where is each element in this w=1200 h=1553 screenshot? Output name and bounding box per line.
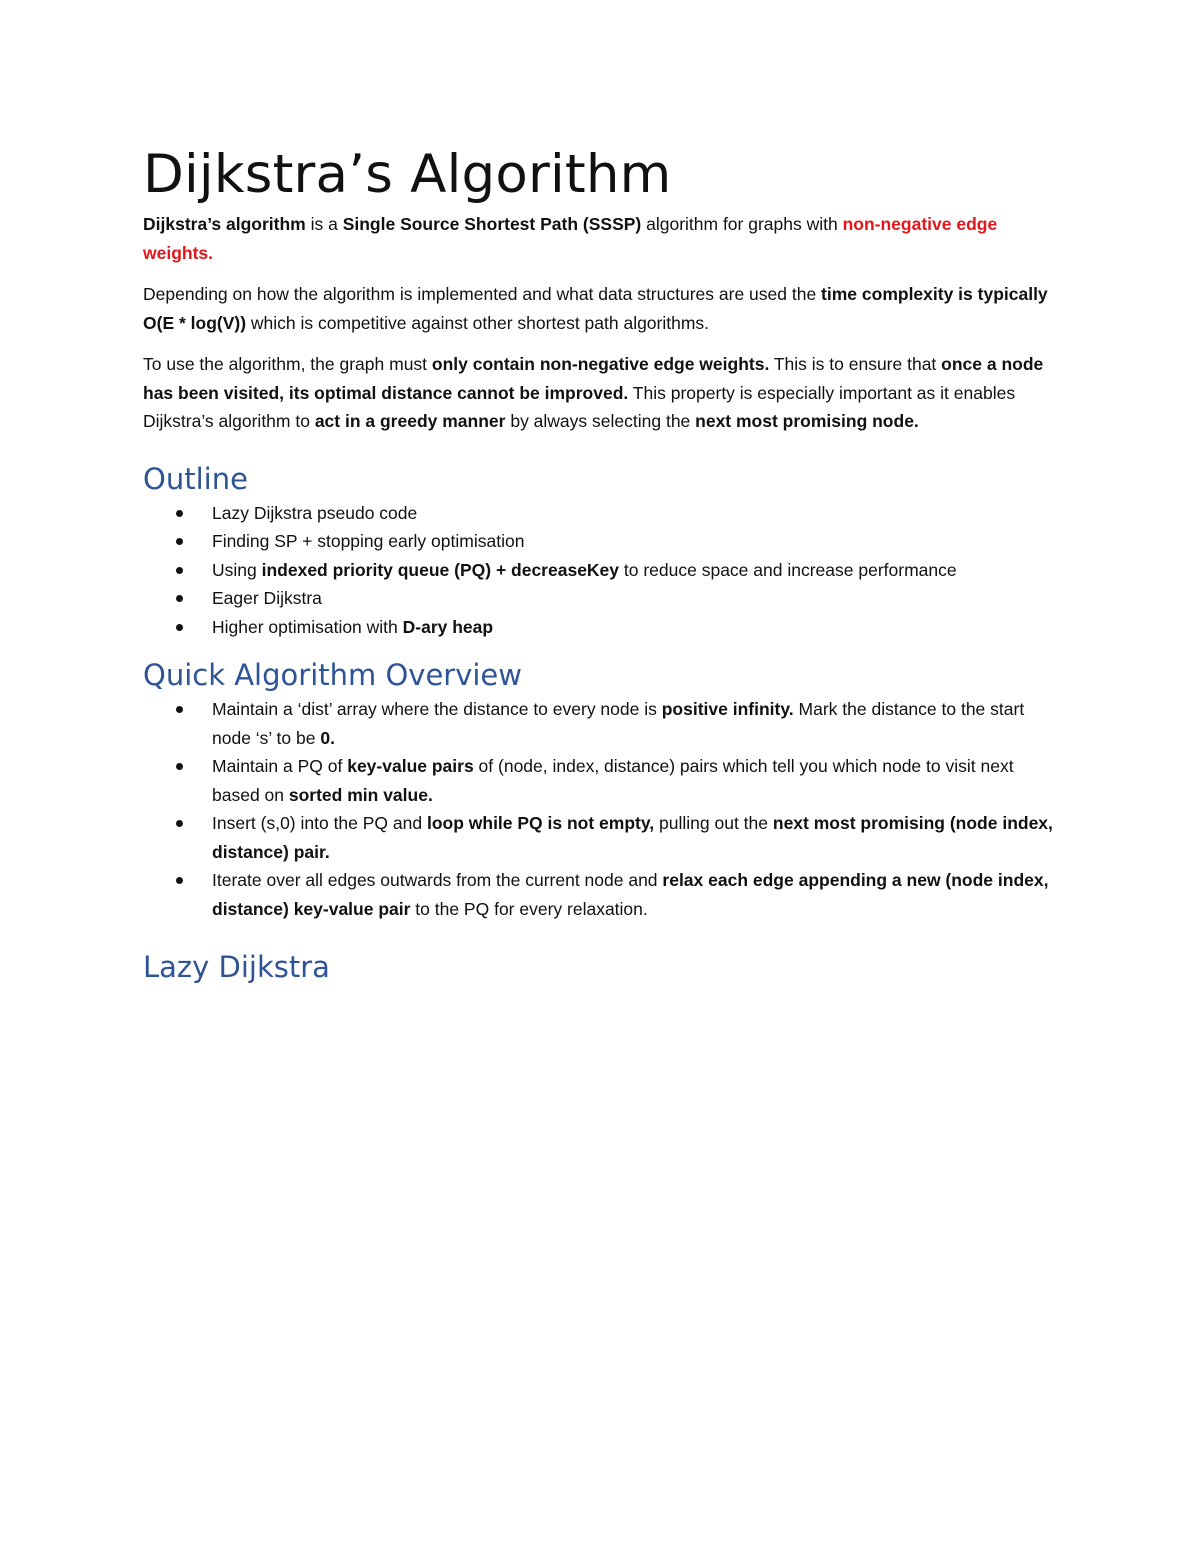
document-title: Dijkstra’s Algorithm bbox=[143, 144, 672, 205]
requirements-text: by always selecting the bbox=[505, 411, 696, 431]
bullet-icon bbox=[176, 538, 183, 545]
lazy-dijkstra-heading: Lazy Dijkstra bbox=[143, 950, 330, 984]
complexity-text: Depending on how the algorithm is implemented and what data structures are used the bbox=[143, 284, 822, 304]
overview-heading: Quick Algorithm Overview bbox=[143, 658, 522, 692]
requirements-text: This is to ensure that bbox=[769, 354, 942, 374]
list-item bbox=[143, 499, 1063, 528]
overview-item-text: Iterate over all edges outwards from the current node and bbox=[212, 870, 663, 890]
bullet-icon bbox=[176, 877, 183, 884]
intro-text: is a bbox=[305, 214, 343, 234]
overview-item-term: positive infinity. bbox=[661, 699, 794, 719]
outline-item-text: Using bbox=[212, 559, 262, 580]
requirements-term: once a node has been visited, its optimal distance cannot be improved. bbox=[143, 354, 1044, 403]
overview-item-text: to the PQ for every relaxation. bbox=[410, 898, 648, 919]
overview-item-term: . bbox=[330, 727, 335, 748]
overview-item-text: of (node, index, distance) pairs which tell you which node to visit next based on bbox=[212, 756, 1014, 805]
requirements-text: This property is especially important as it enables Dijkstra’s algorithm to bbox=[143, 382, 1016, 431]
overview-item-text: Maintain a ‘dist’ array where the distance to every node is bbox=[212, 699, 662, 719]
overview-item-term: relax each edge appending a new (node index, distance) key-value pair bbox=[212, 870, 1049, 919]
bullet-icon bbox=[176, 820, 183, 827]
outline-item-text: Finding SP + stopping early optimisation bbox=[212, 531, 525, 551]
outline-item-text: to reduce space and increase performance bbox=[619, 559, 957, 580]
bullet-icon bbox=[176, 595, 183, 602]
requirements-term: only contain non-negative edge weights. bbox=[431, 354, 770, 374]
complexity-text: which is competitive against other shortest path algorithms. bbox=[246, 312, 710, 333]
overview-item-text: Maintain a PQ of bbox=[212, 756, 348, 776]
outline-heading: Outline bbox=[143, 461, 248, 496]
overview-item-term: next most promising (node index, distance) pair. bbox=[212, 813, 1053, 862]
intro-term-dijkstra: Dijkstra’s algorithm bbox=[143, 214, 306, 234]
intro-text: algorithm for graphs with bbox=[641, 214, 843, 234]
overview-item-term: loop while PQ is not empty, bbox=[426, 813, 655, 833]
list-item bbox=[143, 809, 1063, 866]
requirements-text: To use the algorithm, the graph must bbox=[143, 354, 432, 374]
requirements-term: next most promising node. bbox=[695, 411, 919, 431]
list-item bbox=[143, 613, 1063, 642]
outline-item-term: indexed priority queue (PQ) + decreaseKey bbox=[261, 559, 620, 580]
list-item bbox=[143, 752, 1063, 809]
list-item bbox=[143, 527, 1063, 556]
overview-item-term: sorted min value. bbox=[288, 784, 433, 805]
list-item bbox=[143, 556, 1063, 585]
complexity-paragraph bbox=[143, 280, 1063, 337]
overview-list bbox=[143, 695, 1063, 923]
intro-paragraph bbox=[143, 210, 1063, 267]
bullet-icon bbox=[176, 706, 183, 713]
overview-item-text: Insert (s,0) into the PQ and bbox=[212, 813, 427, 833]
outline-item-term: D-ary heap bbox=[402, 616, 494, 637]
document-content bbox=[143, 140, 1063, 987]
overview-item-text: pulling out the bbox=[654, 813, 773, 833]
outline-list bbox=[143, 499, 1063, 642]
bullet-icon bbox=[176, 510, 183, 517]
outline-item-text: Lazy Dijkstra pseudo code bbox=[212, 502, 418, 523]
outline-item-text: Higher optimisation with bbox=[212, 616, 403, 637]
intro-term-sssp: Single Source Shortest Path (SSSP) bbox=[342, 214, 642, 234]
outline-item-text: Eager Dijkstra bbox=[212, 588, 322, 608]
overview-item-term: key-value pairs bbox=[347, 756, 474, 776]
bullet-icon bbox=[176, 763, 183, 770]
list-item bbox=[143, 584, 1063, 613]
bullet-icon bbox=[176, 567, 183, 574]
requirements-paragraph bbox=[143, 350, 1063, 436]
list-item bbox=[143, 695, 1063, 752]
complexity-term: time complexity is typically O(E * log(V)) bbox=[143, 284, 1048, 333]
bullet-icon bbox=[176, 624, 183, 631]
intro-emphasis-weights: non-negative edge weights. bbox=[143, 214, 998, 263]
requirements-term: act in a greedy manner bbox=[314, 411, 506, 431]
overview-item-term: 0 bbox=[320, 727, 331, 748]
list-item bbox=[143, 866, 1063, 923]
overview-item-text: Mark the distance to the start node ‘s’ to be bbox=[212, 699, 1025, 748]
